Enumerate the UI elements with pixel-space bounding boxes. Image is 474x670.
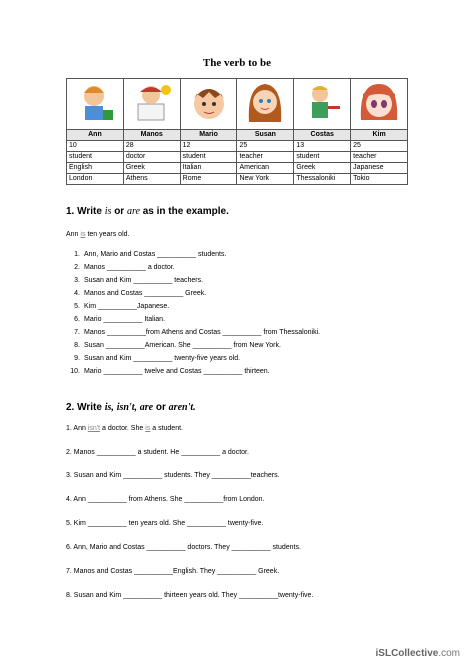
table-cell: Costas: [294, 130, 351, 141]
list-item: 8. Susan and Kim __________ thirteen years old. They __________twenty-five.: [66, 592, 314, 599]
table-row: [67, 163, 408, 174]
list-item: 7. Manos and Costas __________English. They __________ Greek.: [66, 568, 280, 575]
table-cell: 25: [237, 141, 294, 152]
table-cell: Italian: [180, 163, 237, 174]
picture-row: [67, 79, 408, 130]
table-row: [67, 141, 408, 152]
table-cell: 12: [180, 141, 237, 152]
table-cell: Susan: [237, 130, 294, 141]
list-item: 1. Ann isn't a doctor. She is a student.: [66, 425, 183, 432]
table-cell: Kim: [351, 130, 408, 141]
table-cell: Thessaloniki: [294, 174, 351, 185]
site-watermark: iSLCollective.com: [375, 648, 460, 659]
info-table: [66, 78, 408, 185]
example-answer: is: [80, 231, 86, 238]
names-row: [67, 130, 408, 141]
costas-cartoon-image: [298, 80, 346, 124]
kim-face-image: [355, 80, 403, 124]
table-cell: 10: [67, 141, 124, 152]
table-cell: New York: [237, 174, 294, 185]
list-item: 5. Kim __________ ten years old. She __________ twenty-five.: [66, 520, 264, 527]
table-cell: 25: [351, 141, 408, 152]
list-item: 3. Susan and Kim __________ teachers.: [74, 277, 204, 284]
section-2-heading: 2. Write is, isn't, are or aren't.: [66, 402, 196, 413]
table-cell: Rome: [180, 174, 237, 185]
table-cell: student: [180, 152, 237, 163]
table-cell: student: [294, 152, 351, 163]
table-cell: doctor: [123, 152, 180, 163]
table-cell: Ann: [67, 130, 124, 141]
table-cell: American: [237, 163, 294, 174]
worksheet-title: The verb to be: [202, 57, 272, 69]
table-cell: English: [67, 163, 124, 174]
table-cell: teacher: [351, 152, 408, 163]
table-cell: Athens: [123, 174, 180, 185]
list-item: 1. Ann, Mario and Costas __________ students.: [74, 251, 227, 258]
example-answer: isn't: [87, 425, 101, 432]
table-cell: 13: [294, 141, 351, 152]
section-1-heading: 1. Write is or are as in the example.: [66, 206, 229, 217]
table-cell: Japanese: [351, 163, 408, 174]
table-cell: 28: [123, 141, 180, 152]
list-item: 9. Susan and Kim __________ twenty-five years old.: [74, 355, 241, 362]
list-item: 8. Susan __________American. She __________ from New York.: [74, 342, 281, 349]
list-item: 4. Manos and Costas __________ Greek.: [74, 290, 207, 297]
list-item: 4. Ann __________ from Athens. She __________from London.: [66, 496, 265, 503]
table-cell: teacher: [237, 152, 294, 163]
list-item: 7. Manos __________from Athens and Costas __________ from Thessaloniki.: [74, 329, 321, 336]
table-cell: Greek: [123, 163, 180, 174]
doctor-cartoon-image: [128, 80, 176, 124]
table-row: [67, 152, 408, 163]
table-cell: student: [67, 152, 124, 163]
table-cell: Mario: [180, 130, 237, 141]
list-item: 2. Manos __________ a doctor.: [74, 264, 175, 271]
table-row: [67, 174, 408, 185]
list-item: 10. Mario __________ twelve and Costas __________ thirteen.: [70, 368, 270, 375]
mario-face-image: [185, 80, 233, 124]
list-item: 3. Susan and Kim __________ students. They __________teachers.: [66, 472, 280, 479]
table-cell: London: [67, 174, 124, 185]
example-answer: is: [145, 425, 151, 432]
list-item: 6. Mario __________ Italian.: [74, 316, 165, 323]
list-item: 6. Ann, Mario and Costas __________ doctors. They __________ students.: [66, 544, 301, 551]
table-cell: Greek: [294, 163, 351, 174]
table-cell: Tokio: [351, 174, 408, 185]
list-item: 2. Manos __________ a student. He __________ a doctor.: [66, 449, 249, 456]
list-item: 5. Kim __________Japanese.: [74, 303, 170, 310]
susan-face-image: [241, 80, 289, 124]
example-line: Ann is ten years old.: [66, 231, 130, 238]
table-cell: Manos: [123, 130, 180, 141]
boy-cartoon-image: [71, 80, 119, 124]
